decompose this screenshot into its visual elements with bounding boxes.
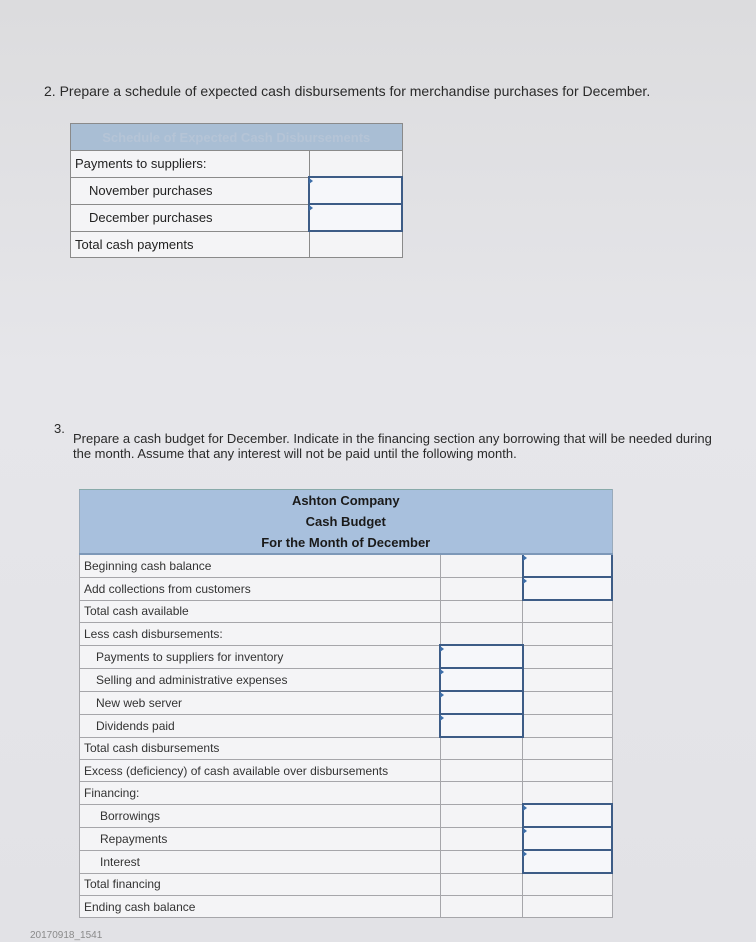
value-cell xyxy=(523,782,612,805)
row-label: Repayments xyxy=(80,827,441,850)
row-label: Less cash disbursements: xyxy=(80,623,441,646)
table-row xyxy=(80,668,613,691)
collections-input[interactable] xyxy=(523,577,612,600)
value-cell xyxy=(440,827,523,850)
row-label: Financing: xyxy=(80,782,441,805)
value-cell xyxy=(523,691,612,714)
row-label: Total cash available xyxy=(80,600,441,623)
interest-input[interactable] xyxy=(523,850,612,873)
repayments-input[interactable] xyxy=(523,827,612,850)
table-row xyxy=(71,151,403,178)
table-row xyxy=(71,231,403,258)
photo-timestamp: 20170918_1541 xyxy=(30,930,103,941)
schedule-table xyxy=(70,123,403,258)
cash-budget-table xyxy=(79,489,613,918)
row-label: Ending cash balance xyxy=(80,896,441,918)
value-cell xyxy=(523,760,612,782)
borrowings-input[interactable] xyxy=(523,804,612,827)
table-row xyxy=(80,827,613,850)
value-cell xyxy=(440,804,523,827)
row-label: Dividends paid xyxy=(80,714,441,737)
value-cell xyxy=(523,714,612,737)
table-row xyxy=(80,804,613,827)
row-label: Selling and administrative expenses xyxy=(80,668,441,691)
company-name: Ashton Company xyxy=(80,490,613,512)
table-row xyxy=(80,691,613,714)
value-cell xyxy=(523,896,612,918)
table-row xyxy=(80,577,613,600)
row-label: November purchases xyxy=(71,177,310,204)
question-3-number: 3. xyxy=(54,421,65,436)
value-cell xyxy=(440,873,523,896)
value-cell xyxy=(440,782,523,805)
value-cell xyxy=(523,600,612,623)
november-purchases-input[interactable] xyxy=(309,177,402,204)
row-label: Borrowings xyxy=(80,804,441,827)
row-label: Add collections from customers xyxy=(80,577,441,600)
row-label: Beginning cash balance xyxy=(80,554,441,577)
table-row xyxy=(80,760,613,782)
payments-to-suppliers-input[interactable] xyxy=(440,645,523,668)
table-row xyxy=(80,850,613,873)
value-cell xyxy=(440,737,523,760)
row-label: Total cash payments xyxy=(71,231,310,258)
dividends-input[interactable] xyxy=(440,714,523,737)
row-label: Interest xyxy=(80,850,441,873)
value-cell xyxy=(440,850,523,873)
question-2-text: 2. Prepare a schedule of expected cash disbursements for merchandise purchases for December. xyxy=(44,83,651,99)
value-cell xyxy=(523,668,612,691)
table-row xyxy=(71,204,403,231)
value-cell xyxy=(523,737,612,760)
total-cash-payments-cell xyxy=(309,231,402,258)
row-label: Excess (deficiency) of cash available over disbursements xyxy=(80,760,441,782)
value-cell xyxy=(523,645,612,668)
value-cell xyxy=(309,151,402,178)
table-row xyxy=(80,623,613,646)
budget-title: Cash Budget xyxy=(80,511,613,532)
beginning-cash-input[interactable] xyxy=(523,554,612,577)
value-cell xyxy=(440,600,523,623)
table-row xyxy=(80,873,613,896)
table-row xyxy=(80,645,613,668)
december-purchases-input[interactable] xyxy=(309,204,402,231)
value-cell xyxy=(523,623,612,646)
value-cell xyxy=(440,760,523,782)
value-cell xyxy=(440,577,523,600)
table-row xyxy=(80,554,613,577)
row-label: Payments to suppliers: xyxy=(71,151,310,178)
selling-admin-input[interactable] xyxy=(440,668,523,691)
row-label: New web server xyxy=(80,691,441,714)
row-label: December purchases xyxy=(71,204,310,231)
table-row xyxy=(80,896,613,918)
question-3-text: Prepare a cash budget for December. Indicate in the financing section any borrowing that will be needed during the month. Assume that any interest will not be paid until the following month. xyxy=(73,431,712,461)
value-cell xyxy=(440,896,523,918)
schedule-header: Schedule of Expected Cash Disbursements xyxy=(71,124,403,151)
row-label: Payments to suppliers for inventory xyxy=(80,645,441,668)
row-label: Total cash disbursements xyxy=(80,737,441,760)
table-row xyxy=(80,600,613,623)
table-row xyxy=(80,737,613,760)
value-cell xyxy=(440,623,523,646)
row-label: Total financing xyxy=(80,873,441,896)
value-cell xyxy=(440,554,523,577)
web-server-input[interactable] xyxy=(440,691,523,714)
table-row xyxy=(80,782,613,805)
table-row xyxy=(80,714,613,737)
budget-period: For the Month of December xyxy=(80,532,613,554)
table-row xyxy=(71,177,403,204)
value-cell xyxy=(523,873,612,896)
